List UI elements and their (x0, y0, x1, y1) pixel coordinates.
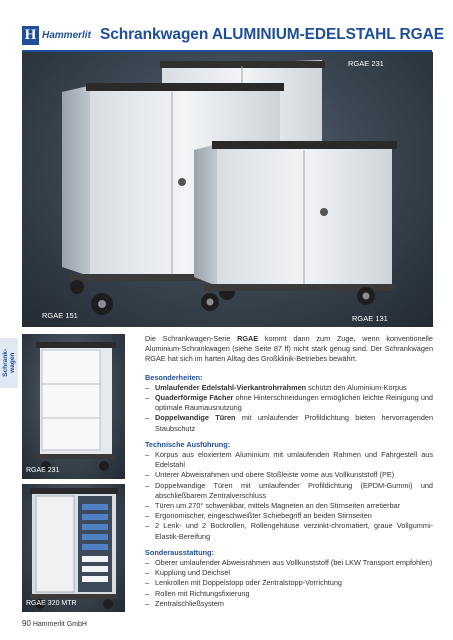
product-description (145, 334, 433, 615)
heading-sonderausstattung: Sonderausstattung: (145, 547, 214, 557)
list-item: – Ergonomischer, eingeschweißter Schiebegriff an beiden Stirnseiten (145, 511, 433, 521)
page-title: Schrankwagen ALUMINIUM-EDELSTAHL RGAE (100, 26, 444, 43)
page-number: 90 (22, 619, 31, 628)
open-cabinet-illustration (22, 334, 125, 479)
footer-company: Hammerlit GmbH (32, 621, 87, 628)
list-item: – Kupplung und Deichsel (145, 568, 433, 578)
list-item: – Oberer umlaufender Abweisrahmen aus Vollkunststoff (bei LKW Transport empfohlen) (145, 558, 433, 568)
company-logo (22, 25, 92, 46)
heading-besonderheiten: Besonderheiten: (145, 372, 203, 382)
logo-mark: H (22, 26, 39, 45)
list-item: – Lenkrollen mit Doppelstopp oder Zentralstopp-Vorrichtung (145, 578, 433, 588)
list-item: – Türen um 270° schwenkbar, mittels Magneten an den Stirnseiten arretierbar (145, 501, 433, 511)
tray-cabinet-illustration (22, 484, 125, 612)
list-item (145, 393, 433, 413)
list-item: – 2 Lenk- und 2 Bockrollen, Rollengehäuse verzinkt-chromatiert, graue Vollgummi-Elastik-Bereifung (145, 521, 433, 541)
feature-name: Doppelwandige Türen (155, 413, 236, 423)
feature-text: mit umlaufender Profildichtung bieten hervorragenden Staubschutz (155, 413, 434, 433)
list-item (145, 413, 433, 433)
feature-text: ohne Hinterschneidungen ermöglichen leichte Reinigung und optimale Raumausnutzung (155, 393, 433, 413)
side-tab-label: Schrank- wagen (1, 349, 16, 377)
thumb-label-rgae-231: RGAE 231 (26, 467, 60, 474)
list-besonderheiten (145, 383, 433, 434)
page-footer (22, 619, 87, 628)
list-item: – Rollen mit Richtungsfixierung (145, 589, 433, 599)
list-item: – Zentralschließsystem (145, 599, 433, 609)
intro-text-start: Die Schrankwagen-Serie (145, 334, 238, 343)
logo-text: Hammerlit (42, 30, 91, 41)
intro-paragraph (145, 334, 433, 365)
intro-model-name: RGAE (237, 334, 259, 343)
intro-text-end: kommt dann zum Zuge, wenn konventionelle Aluminium-Schrankwagen (siehe Seite 87 ff) nicht stark genug sind. Der Schrankwagen RGAE hat sich im harten Alltag des Großklinik-Betriebes bewährt. (145, 334, 433, 364)
hero-label-rgae-131: RGAE 131 (352, 314, 388, 323)
list-item: – Korpus aus eloxiertem Aluminium mit umlaufenden Rahmen und Fahrgestell aus Edelstahl (145, 450, 433, 470)
hero-label-rgae-231: RGAE 231 (348, 59, 384, 68)
thumb-photo-rgae-320-mtr (22, 484, 125, 612)
list-item (145, 383, 433, 393)
feature-name: Umlaufender Edelstahl-Vierkantrohrrahmen (155, 382, 307, 392)
list-item: – Doppelwandige Türen mit umlaufender Profildichtung (EPDM-Gummi) und abschließbarem Zentralverschluss (145, 481, 433, 501)
hero-cabinets-illustration (22, 52, 433, 327)
thumb-label-rgae-320-mtr: RGAE 320 MTR (26, 600, 77, 607)
hero-label-rgae-151: RGAE 151 (42, 311, 78, 320)
feature-text: schützt den Aluminium-Korpus (306, 382, 407, 392)
feature-name: Quaderförmige Fächer (155, 393, 234, 403)
thumb-photo-rgae-231 (22, 334, 125, 479)
hero-product-photo (22, 52, 433, 327)
section-side-tab (0, 338, 18, 388)
list-item: – Unterer Abweisrahmen und obere Stoßleiste vorne aus Vollkunststoff (PE) (145, 470, 433, 480)
list-sonderausstattung (145, 558, 433, 609)
list-technische-ausfuehrung (145, 450, 433, 542)
heading-technische-ausfuehrung: Technische Ausführung: (145, 439, 231, 449)
